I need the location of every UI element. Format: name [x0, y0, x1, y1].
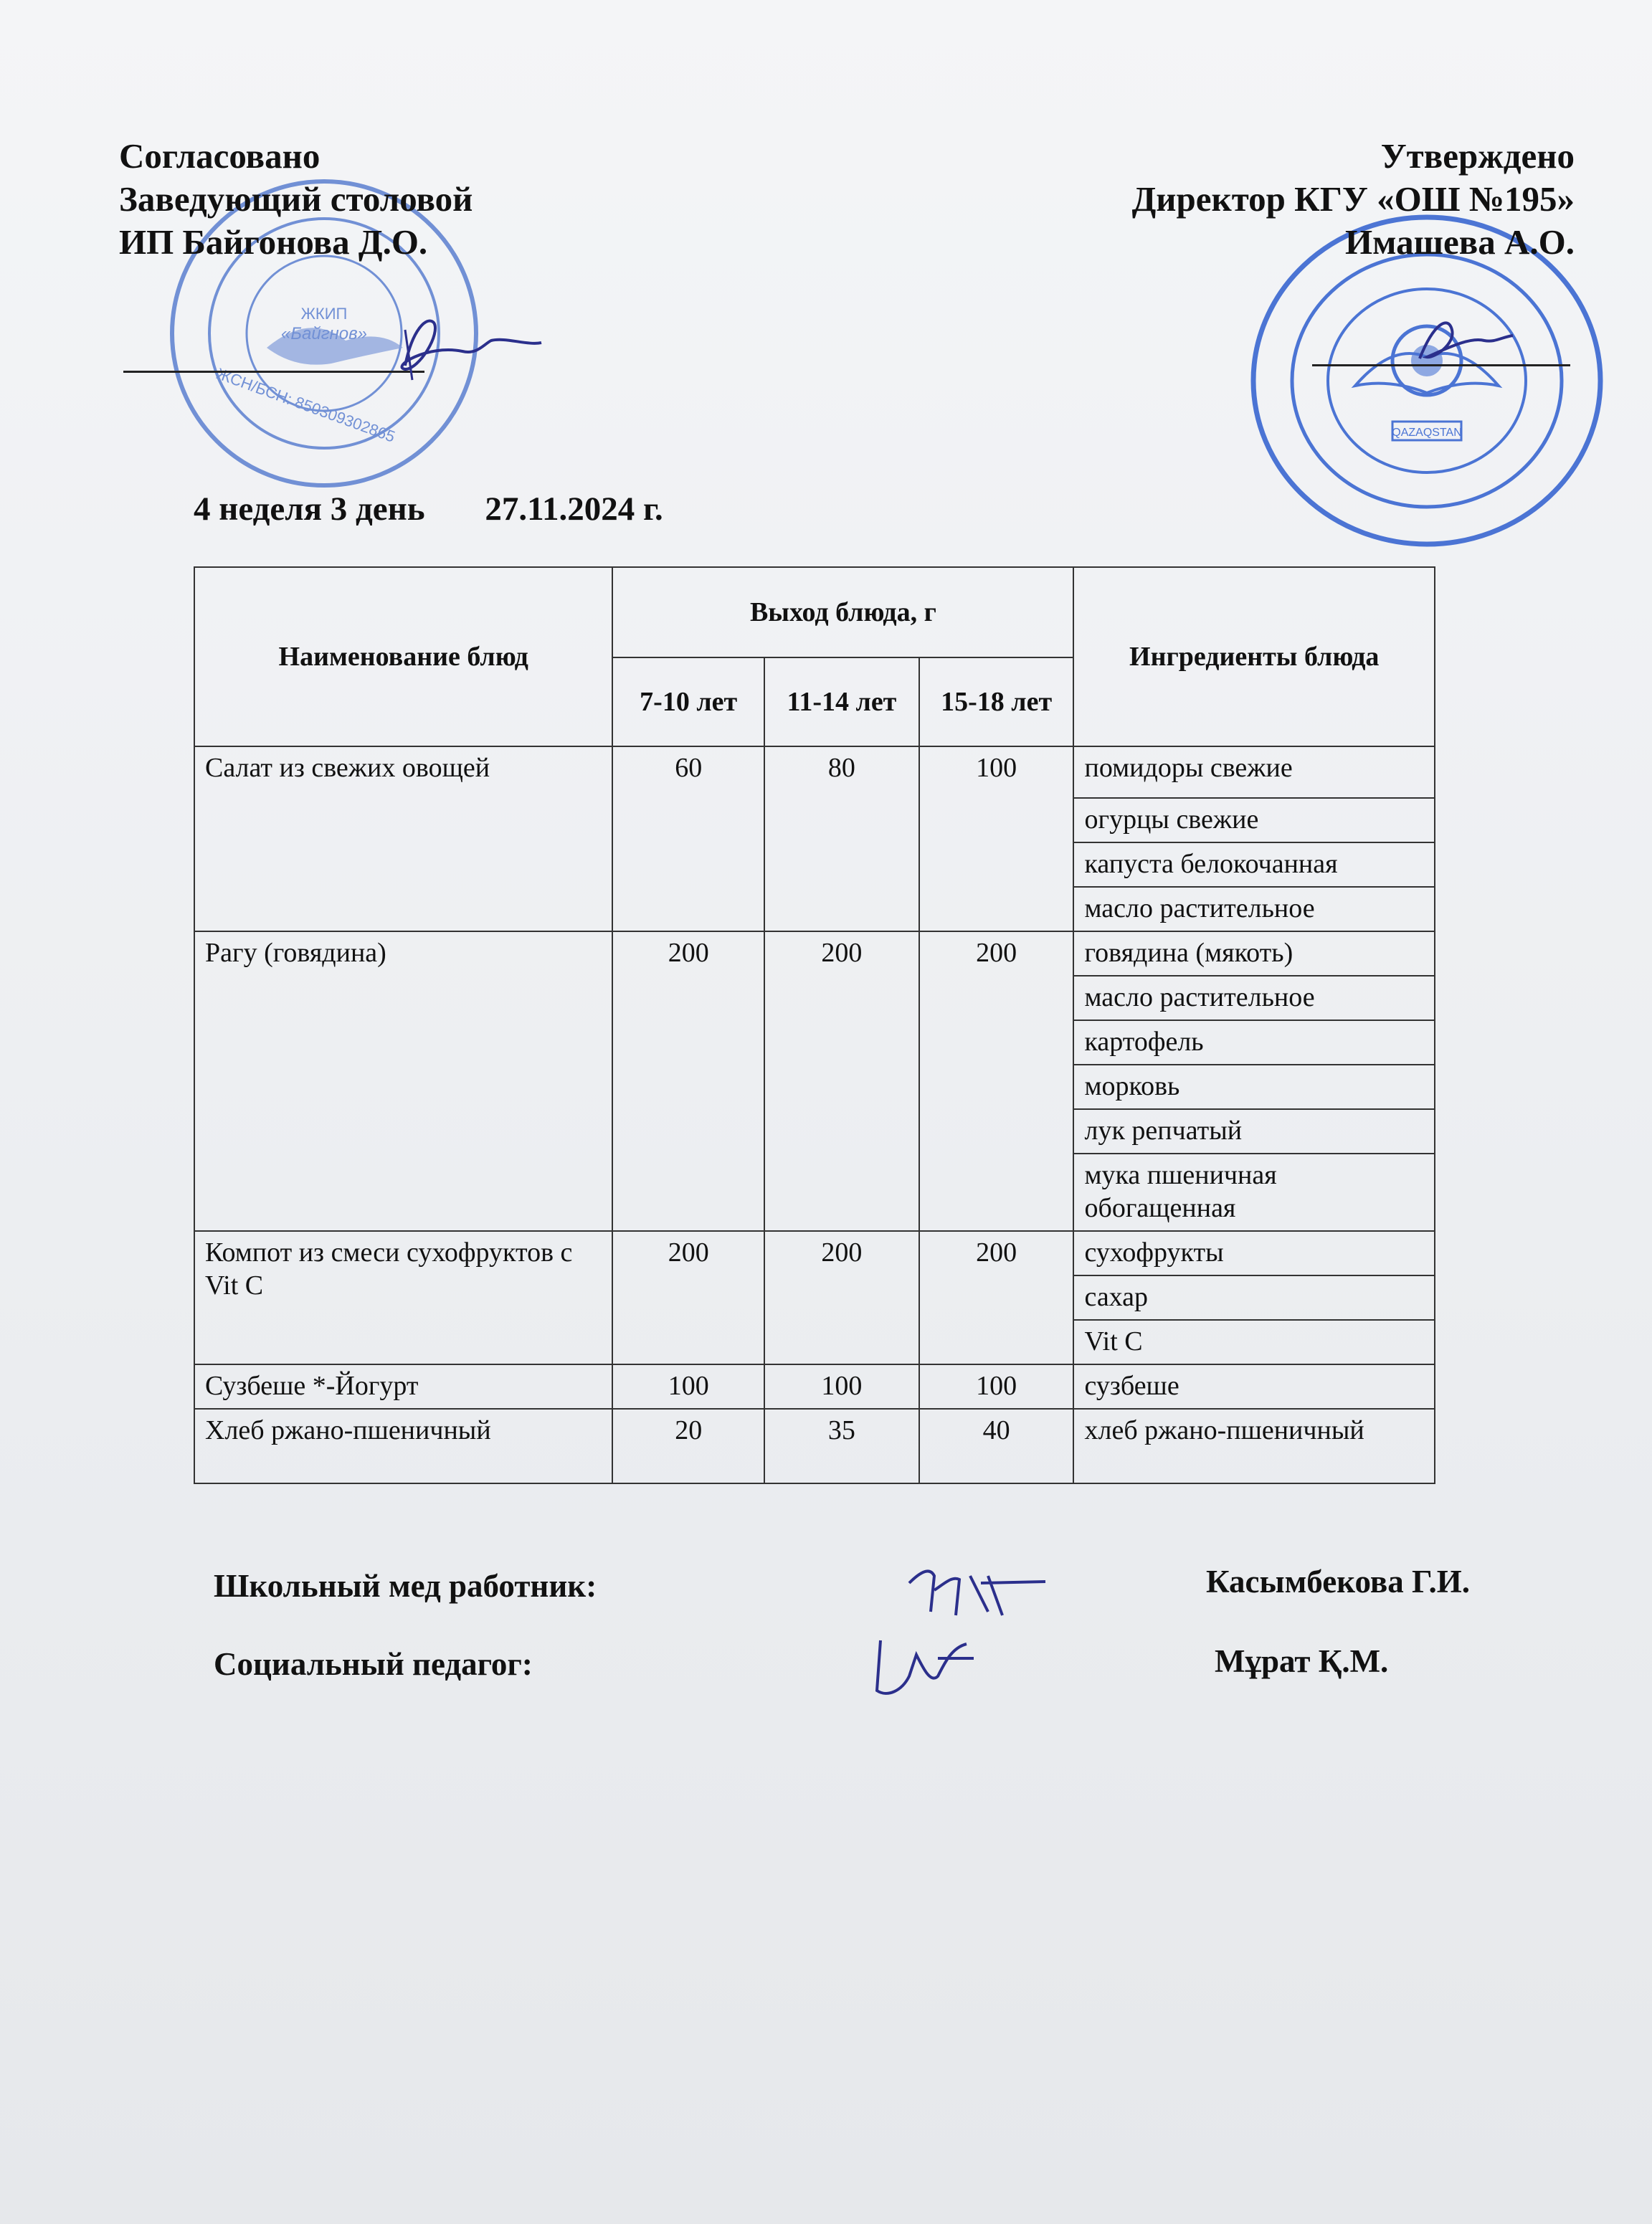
dish-output-11-14: 80: [764, 746, 919, 931]
approval-left-title: Согласовано: [119, 136, 321, 176]
ingredient: говядина (мякоть): [1073, 931, 1435, 976]
dish-output-11-14: 100: [764, 1364, 919, 1409]
ingredient: масло растительное: [1073, 976, 1435, 1020]
nurse-signature: [902, 1554, 1060, 1626]
nurse-label: Школьный мед работник:: [214, 1568, 597, 1604]
dish-name: Салат из свежих овощей: [194, 746, 612, 931]
svg-text:ЖСН/БСН: 850309302865: ЖСН/БСН: 850309302865: [214, 364, 398, 446]
dish-output-11-14: 35: [764, 1409, 919, 1483]
dish-output-11-14: 200: [764, 931, 919, 1231]
approval-right-person: Имашева А.О.: [1345, 222, 1575, 262]
ingredient: помидоры свежие: [1073, 746, 1435, 798]
header-dish-name: Наименование блюд: [194, 567, 612, 746]
table-row: [194, 1364, 1435, 1409]
header-age-15-18: 15-18 лет: [919, 657, 1074, 746]
ingredient: лук репчатый: [1073, 1109, 1435, 1154]
approval-left-person: ИП Байгонова Д.О.: [119, 222, 428, 262]
table-row: [194, 1409, 1435, 1483]
signature-left: [362, 301, 549, 387]
header-age-7-10: 7-10 лет: [612, 657, 764, 746]
pedagogue-label: Социальный педагог:: [214, 1646, 533, 1682]
dish-output-15-18: 200: [919, 931, 1074, 1231]
table-row: [194, 746, 1435, 798]
nurse-name: Касымбекова Г.И.: [1206, 1564, 1470, 1600]
day-date-line: [194, 490, 663, 528]
ingredient: огурцы свежие: [1073, 798, 1435, 842]
dish-output-7-10: 100: [612, 1364, 764, 1409]
svg-text:QAZAQSTAN: QAZAQSTAN: [1392, 427, 1462, 439]
dish-output-7-10: 200: [612, 1231, 764, 1364]
svg-text:ЖКИП: ЖКИП: [300, 305, 348, 323]
menu-date: 27.11.2024 г.: [485, 490, 663, 528]
ingredient: морковь: [1073, 1065, 1435, 1109]
approval-right-position: Директор КГУ «ОШ №195»: [1131, 179, 1575, 219]
header-output: Выход блюда, г: [612, 567, 1073, 657]
dish-name: Рагу (говядина): [194, 931, 612, 1231]
approval-right-title: Утверждено: [1380, 136, 1575, 176]
ingredient: сузбеше: [1073, 1364, 1435, 1409]
dish-output-7-10: 60: [612, 746, 764, 931]
ingredient: картофель: [1073, 1020, 1435, 1065]
header-ingredients: Ингредиенты блюда: [1073, 567, 1435, 746]
dish-output-15-18: 200: [919, 1231, 1074, 1364]
pedagogue-signature: [859, 1626, 988, 1712]
dish-name: Компот из смеси сухофруктов с Vit C: [194, 1231, 612, 1364]
dish-output-7-10: 20: [612, 1409, 764, 1483]
approval-left-position: Заведующий столовой: [119, 179, 473, 219]
svg-text:«Байгнов»: «Байгнов»: [281, 324, 367, 343]
ingredient: Vit C: [1073, 1320, 1435, 1364]
dish-output-15-18: 100: [919, 746, 1074, 931]
pedagogue-name: Мұрат Қ.М.: [1215, 1643, 1389, 1679]
ingredient: сухофрукты: [1073, 1231, 1435, 1275]
approval-left: [119, 135, 473, 264]
ingredient: хлеб ржано-пшеничный: [1073, 1409, 1435, 1483]
ingredient: сахар: [1073, 1275, 1435, 1320]
dish-output-15-18: 100: [919, 1364, 1074, 1409]
week-day: 4 неделя 3 день: [194, 490, 425, 528]
dish-output-15-18: 40: [919, 1409, 1074, 1483]
signature-right: [1405, 308, 1520, 373]
dish-output-7-10: 200: [612, 931, 764, 1231]
approval-right: [1132, 135, 1575, 264]
ingredient: капуста белокочанная: [1073, 842, 1435, 887]
dish-output-11-14: 200: [764, 1231, 919, 1364]
ingredient: мука пшеничная обогащенная: [1073, 1154, 1435, 1231]
table-row: [194, 931, 1435, 976]
dish-name: Хлеб ржано-пшеничный: [194, 1409, 612, 1483]
menu-table: [194, 566, 1435, 1484]
dish-name: Сузбеше *-Йогурт: [194, 1364, 612, 1409]
table-row: [194, 1231, 1435, 1275]
header-age-11-14: 11-14 лет: [764, 657, 919, 746]
ingredient: масло растительное: [1073, 887, 1435, 931]
